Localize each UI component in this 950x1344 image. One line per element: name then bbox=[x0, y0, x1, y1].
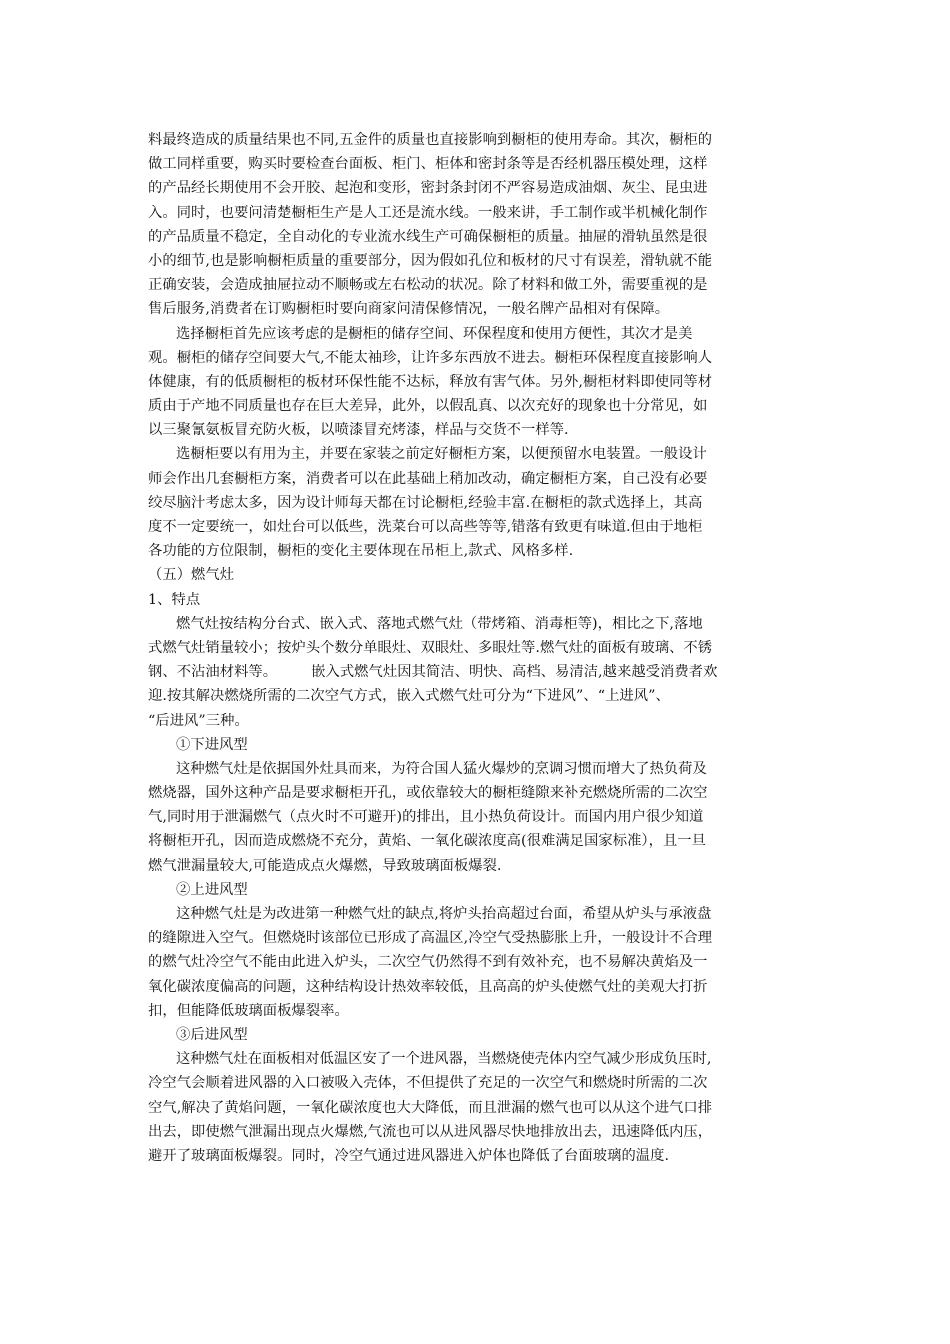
type-down-intake bbox=[148, 733, 800, 878]
text-line: 的缝隙进入空气。但燃烧时该部位已形成了高温区,冷空气受热膨胀上升，一般设计不合理 bbox=[148, 930, 713, 947]
text-line: 体健康，有的低质橱柜的板材环保性能不达标，释放有害气体。另外,橱柜材料即使同等材 bbox=[148, 373, 713, 390]
text-line: 售后服务,消费者在订购橱柜时要向商家问清保修情况，一般名牌产品相对有保障。 bbox=[148, 301, 670, 318]
text-line: 冷空气会顺着进风器的入口被吸入壳体，不但提供了充足的一次空气和燃烧时所需的二次 bbox=[148, 1075, 708, 1092]
text-line: 氧化碳浓度偏高的问题，这种结构设计热效率较低，且高高的炉头使燃气灶的美观大打折 bbox=[148, 978, 708, 995]
text-line: 做工同样重要，购买时要检查台面板、柜门、柜体和密封条等是否经机器压模处理，这样 bbox=[148, 156, 708, 173]
text-line: 避开了玻璃面板爆裂。同时，冷空气通过进风器进入炉体也降低了台面玻璃的温度. bbox=[148, 1147, 670, 1164]
text-line: 以三聚氰氨板冒充防火板，以喷漆冒充烤漆，样品与交货不一样等. bbox=[148, 422, 569, 439]
text-line: 入。同时，也要问清楚橱柜生产是人工还是流水线。一般来讲，手工制作或半机械化制作 bbox=[148, 204, 708, 221]
text-line: 的产品质量不稳定，全自动化的专业流水线生产可确保橱柜的质量。抽屉的滑轨虽然是很 bbox=[148, 228, 708, 245]
features-paragraph bbox=[148, 612, 800, 733]
text-line: 式燃气灶销量较小；按炉头个数分单眼灶、双眼灶、多眼灶等.燃气灶的面板有玻璃、不锈 bbox=[148, 639, 713, 656]
text-segment: 钢、不沾油材料等。 bbox=[148, 664, 278, 681]
text-line: 空气,解决了黄焰问题，一氧化碳浓度也大大降低，而且泄漏的燃气也可以从这个进气口排 bbox=[148, 1099, 713, 1116]
type-title: ①下进风型 bbox=[176, 736, 248, 753]
text-line: 的燃气灶冷空气不能由此进入炉头，二次空气仍然得不到有效补充，也不易解决黄焰及一 bbox=[148, 954, 708, 971]
text-line: 小的细节,也是影响橱柜质量的重要部分，因为假如孔位和板材的尺寸有误差，滑轨就不能 bbox=[148, 252, 713, 269]
text-segment: 嵌入式燃气灶因其简洁、明快、高档、易清洁,越来越受消费者欢 bbox=[311, 664, 718, 681]
text-line: 迎.按其解决燃烧所需的二次空气方式，嵌入式燃气灶可分为“下进风”、“上进风”、 bbox=[148, 688, 670, 705]
sub-heading: 1、特点 bbox=[148, 591, 201, 608]
type-up-intake bbox=[148, 878, 800, 1023]
text-line: 这种燃气灶在面板相对低温区安了一个进风器，当燃烧使壳体内空气减少形成负压时, bbox=[176, 1051, 712, 1068]
text-line: 燃气泄漏量较大,可能造成点火爆燃，导致玻璃面板爆裂. bbox=[148, 857, 502, 874]
text-line-split bbox=[148, 660, 800, 684]
text-line: 将橱柜开孔，因而造成燃烧不充分，黄焰、一氧化碳浓度高(很难满足国家标准），且一旦 bbox=[148, 833, 707, 850]
paragraph-p3 bbox=[148, 442, 800, 563]
text-line: “后进风”三种。 bbox=[148, 712, 249, 729]
paragraph-p1 bbox=[148, 128, 800, 322]
type-rear-intake bbox=[148, 1023, 800, 1168]
text-line: 师会作出几套橱柜方案，消费者可以在此基础上稍加改动，确定橱柜方案，自己没有必要 bbox=[148, 470, 708, 487]
paragraph-p2 bbox=[148, 322, 800, 443]
text-line: 出去，即使燃气泄漏出现点火爆燃,气流也可以从进风器尽快地排放出去，迅速降低内压， bbox=[148, 1123, 713, 1140]
type-title: ③后进风型 bbox=[176, 1026, 248, 1043]
text-line: 度不一定要统一，如灶台可以低些，洗菜台可以高些等等,错落有致更有味道.但由于地柜 bbox=[148, 519, 703, 535]
text-line: 燃气灶按结构分台式、嵌入式、落地式燃气灶（带烤箱、消毒柜等)，相比之下,落地 bbox=[176, 615, 703, 632]
text-line: 选橱柜要以有用为主，并要在家装之前定好橱柜方案，以便预留水电装置。一般设计 bbox=[176, 446, 707, 463]
text-line: 扣，但能降低玻璃面板爆裂率。 bbox=[148, 1002, 349, 1019]
text-line: 这种燃气灶是为改进第一种燃气灶的缺点,将炉头抬高超过台面，希望从炉头与承液盘 bbox=[176, 906, 712, 922]
text-line: 质由于产地不同质量也存在巨大差异，此外，以假乱真、以次充好的现象也十分常见，如 bbox=[148, 398, 708, 415]
text-line: 燃烧器，国外这种产品是要求橱柜开孔，或依靠较大的橱柜缝隙来补充燃烧所需的二次空 bbox=[148, 785, 708, 802]
type-title: ②上进风型 bbox=[176, 881, 248, 898]
section-heading: （五）燃气灶 bbox=[148, 567, 235, 584]
text-line: 正确安装，会造成抽屉拉动不顺畅或左右松动的状况。除了材料和做工外，需要重视的是 bbox=[148, 277, 708, 294]
text-line: 选择橱柜首先应该考虑的是橱柜的储存空间、环保程度和使用方便性，其次才是美 bbox=[176, 325, 693, 342]
text-line: 观。橱柜的储存空间要大气,不能太袖珍，让许多东西放不进去。橱柜环保程度直接影响人 bbox=[148, 349, 713, 366]
text-line: 各功能的方位限制，橱柜的变化主要体现在吊柜上,款式、风格多样. bbox=[148, 543, 574, 560]
text-line: 的产品经长期使用不会开胶、起泡和变形，密封条封闭不严容易造成油烟、灰尘、昆虫进 bbox=[148, 180, 708, 197]
text-line: 料最终造成的质量结果也不同,五金件的质量也直接影响到橱柜的使用寿命。其次，橱柜的 bbox=[148, 132, 713, 148]
document-page bbox=[148, 128, 800, 1168]
text-line: 气,同时用于泄漏燃气（点火时不可避开)的排出，且小热负荷设计。而国内用户很少知道 bbox=[148, 809, 704, 826]
text-line: 绞尽脑汁考虑太多，因为设计师每天都在讨论橱柜,经验丰富.在橱柜的款式选择上，其高 bbox=[148, 494, 703, 511]
text-line: 这种燃气灶是依据国外灶具而来，为符合国人猛火爆炒的烹调习惯而增大了热负荷及 bbox=[176, 760, 707, 777]
